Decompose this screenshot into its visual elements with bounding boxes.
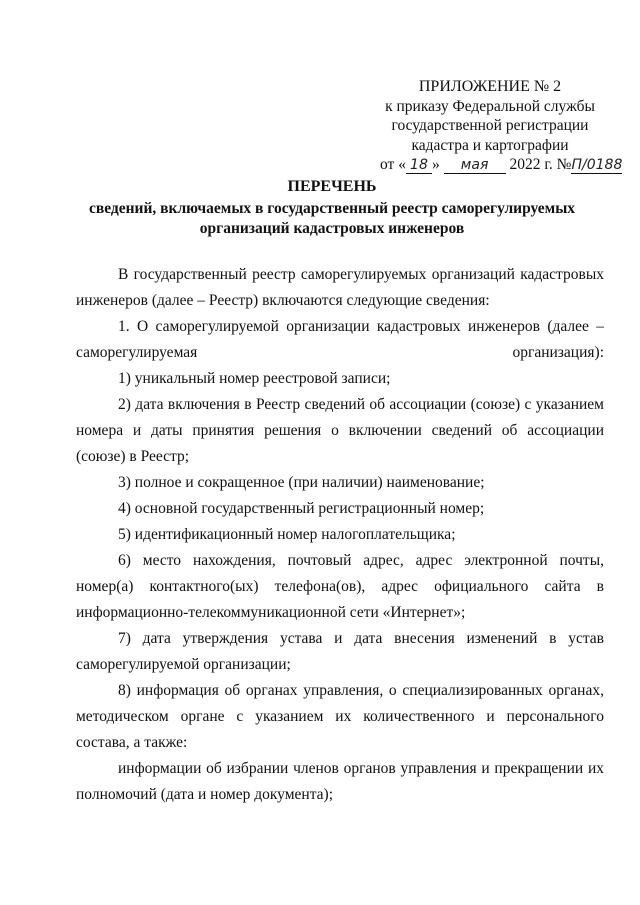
date-month: мая: [444, 158, 506, 174]
document-heading: [60, 177, 604, 239]
list-item-2: 2) дата включения в Реестр сведений об ассоциации (союзе) с указанием номера и даты принятия решения о включении сведений об ассоциации (союзе) в Реестр;: [76, 396, 604, 465]
appendix-line-2: государственной регистрации: [391, 117, 589, 134]
order-date-line: [380, 155, 623, 175]
document-subtitle: сведений, включаемых в государственный реестр саморегулируемых организаций кадастровых инженеров: [88, 200, 576, 237]
date-year: 2022 г. №: [509, 156, 572, 173]
list-item-3: 3) полное и сокращенное (при наличии) наименование;: [118, 474, 485, 491]
list-item-7: 7) дата утверждения устава и дата внесения изменений в устав саморегулируемой организации;: [76, 630, 604, 673]
list-item-1: 1) уникальный номер реестровой записи;: [118, 370, 391, 387]
date-day: 18: [406, 158, 432, 174]
appendix-header: [380, 77, 623, 175]
section-1-paragraph: 1. О саморегулируемой организации кадастровых инженеров (далее – саморегулируемая организация):: [76, 318, 604, 361]
list-item-4: 4) основной государственный регистрационный номер;: [118, 500, 485, 517]
appendix-title: ПРИЛОЖЕНИЕ № 2: [418, 78, 562, 95]
date-prefix: от «: [380, 156, 406, 173]
list-item-8-sub: информации об избрании членов органов управления и прекращении их полномочий (дата и номер документа);: [76, 760, 604, 803]
list-item-6: 6) место нахождения, почтовый адрес, адрес электронной почты, номер(а) контактного(ых) телефона(ов), адрес официального сайта в информационно-телекоммуникационной сети «Интернет»;: [76, 552, 604, 621]
list-item-8: 8) информация об органах управления, о специализированных органах, методическом органе с указанием их количественного и персонального состава, а также:: [76, 682, 604, 751]
list-item-5: 5) идентификационный номер налогоплательщика;: [118, 526, 456, 543]
document-title: ПЕРЕЧЕНЬ: [287, 178, 377, 195]
order-number: П/0188: [571, 157, 623, 173]
appendix-line-1: к приказу Федеральной службы: [385, 97, 595, 115]
date-mid: »: [431, 156, 440, 173]
appendix-line-3: кадастра и картографии: [411, 136, 569, 154]
intro-paragraph: В государственный реестр саморегулируемых организаций кадастровых инженеров (далее – Реестр) включаются следующие сведения:: [76, 266, 604, 309]
document-body: [76, 262, 604, 808]
